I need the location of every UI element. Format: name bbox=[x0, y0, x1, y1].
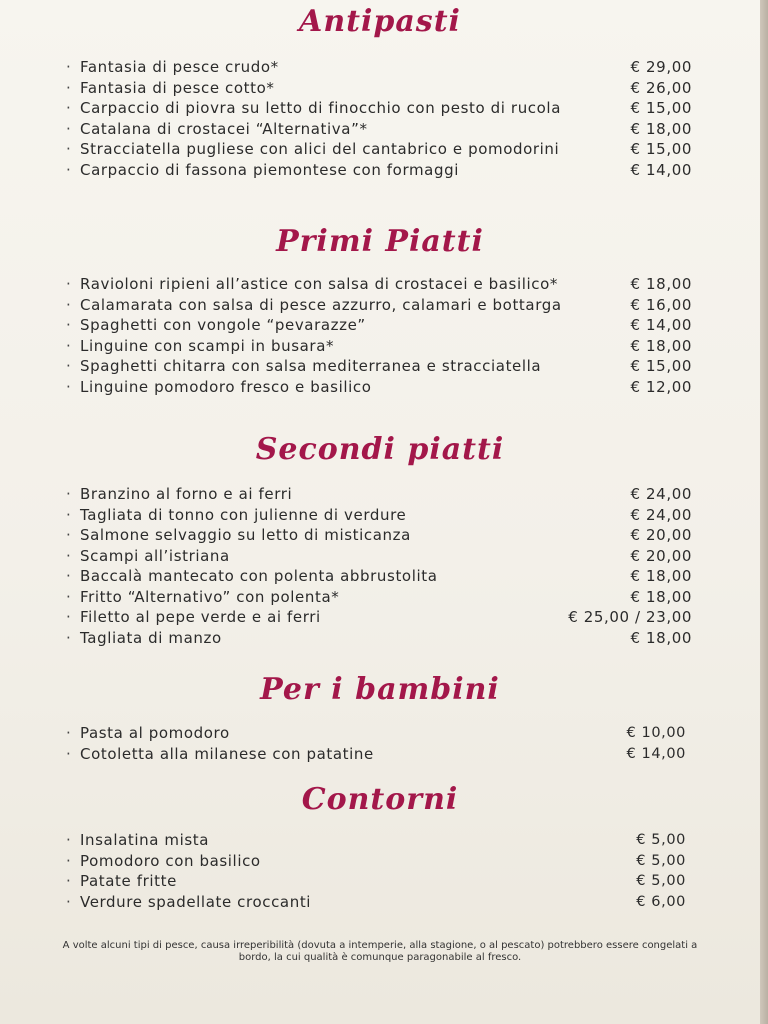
bullet-icon: · bbox=[66, 377, 72, 396]
item-name: Cotoletta alla milanese con patatine bbox=[80, 744, 374, 763]
menu-item bbox=[0, 566, 760, 587]
item-price: € 16,00 bbox=[630, 295, 692, 314]
item-price: € 20,00 bbox=[630, 526, 692, 544]
item-price: € 10,00 bbox=[626, 725, 686, 741]
bullet-icon: · bbox=[66, 628, 72, 647]
bullet-icon: · bbox=[66, 275, 72, 293]
menu-item bbox=[0, 871, 760, 892]
bullet-icon: · bbox=[66, 357, 72, 375]
item-name: Linguine pomodoro fresco e basilico bbox=[80, 377, 372, 396]
item-price: € 5,00 bbox=[636, 832, 686, 848]
bullet-icon: · bbox=[66, 744, 72, 763]
section-contorni bbox=[0, 780, 760, 912]
menu-item bbox=[0, 892, 760, 913]
item-name: Scampi all’istriana bbox=[80, 546, 230, 565]
menu-item bbox=[0, 119, 760, 140]
bullet-icon: · bbox=[66, 892, 72, 911]
item-price: € 14,00 bbox=[626, 745, 686, 762]
menu-item bbox=[0, 315, 760, 336]
menu-item bbox=[0, 607, 760, 628]
item-name: Catalana di crostacei “Alternativa”* bbox=[80, 119, 368, 138]
item-name: Fantasia di pesce crudo* bbox=[80, 58, 279, 76]
menu-item bbox=[0, 295, 760, 316]
item-name: Spaghetti chitarra con salsa mediterranea e stracciatella bbox=[80, 357, 542, 375]
item-name: Tagliata di tonno con julienne di verdure bbox=[80, 505, 407, 524]
item-name: Baccalà mantecato con polenta abbrustolita bbox=[80, 567, 438, 585]
section-title: Secondi piatti bbox=[255, 432, 505, 467]
item-price: € 15,00 bbox=[630, 99, 692, 117]
item-price: € 5,00 bbox=[636, 873, 686, 889]
menu-item bbox=[0, 336, 760, 357]
item-price: € 18,00 bbox=[630, 119, 692, 138]
bullet-icon: · bbox=[66, 58, 72, 76]
bullet-icon: · bbox=[66, 160, 72, 179]
item-price: € 14,00 bbox=[630, 160, 692, 179]
menu-item bbox=[0, 356, 760, 377]
menu-item bbox=[0, 851, 760, 872]
menu-item bbox=[0, 377, 760, 398]
bullet-icon: · bbox=[66, 831, 72, 849]
menu-item bbox=[0, 723, 760, 744]
bullet-icon: · bbox=[66, 119, 72, 138]
bullet-icon: · bbox=[66, 78, 72, 97]
item-price: € 29,00 bbox=[630, 58, 692, 76]
item-name: Carpaccio di fassona piemontese con formaggi bbox=[80, 160, 459, 179]
item-name: Fritto “Alternativo” con polenta* bbox=[80, 587, 340, 606]
bullet-icon: · bbox=[66, 567, 72, 585]
item-name: Salmone selvaggio su letto di misticanza bbox=[80, 526, 411, 544]
item-name: Verdure spadellate croccanti bbox=[80, 892, 312, 911]
item-list bbox=[0, 274, 760, 397]
bullet-icon: · bbox=[66, 316, 72, 334]
section-primi bbox=[0, 222, 760, 397]
item-price: € 24,00 bbox=[630, 485, 692, 503]
menu-item bbox=[0, 744, 760, 765]
bullet-icon: · bbox=[66, 99, 72, 117]
section-title: Per i bambini bbox=[260, 672, 500, 707]
section-title: Primi Piatti bbox=[276, 224, 484, 259]
item-name: Stracciatella pugliese con alici del cantabrico e pomodorini bbox=[80, 140, 560, 158]
item-list bbox=[0, 57, 760, 180]
item-price: € 15,00 bbox=[630, 357, 692, 375]
item-name: Linguine con scampi in busara* bbox=[80, 336, 335, 355]
item-name: Carpaccio di piovra su letto di finocchio con pesto di rucola bbox=[80, 99, 561, 117]
menu-item bbox=[0, 78, 760, 99]
item-name: Insalatina mista bbox=[80, 831, 210, 849]
bullet-icon: · bbox=[66, 724, 72, 742]
item-list bbox=[0, 830, 760, 912]
item-price: € 25,00 / 23,00 bbox=[568, 608, 692, 626]
bullet-icon: · bbox=[66, 140, 72, 158]
menu-item bbox=[0, 484, 760, 505]
item-price: € 6,00 bbox=[636, 893, 686, 910]
item-list bbox=[0, 484, 760, 648]
bullet-icon: · bbox=[66, 608, 72, 626]
section-secondi bbox=[0, 430, 760, 648]
item-price: € 24,00 bbox=[630, 505, 692, 524]
item-name: Pomodoro con basilico bbox=[80, 851, 261, 870]
item-name: Branzino al forno e ai ferri bbox=[80, 485, 293, 503]
section-title: Contorni bbox=[301, 782, 459, 817]
menu-item bbox=[0, 274, 760, 295]
bullet-icon: · bbox=[66, 526, 72, 544]
item-name: Spaghetti con vongole “pevarazze” bbox=[80, 316, 366, 334]
item-price: € 14,00 bbox=[630, 316, 692, 334]
item-name: Ravioloni ripieni all’astice con salsa di crostacei e basilico* bbox=[80, 275, 558, 293]
item-name: Calamarata con salsa di pesce azzurro, calamari e bottarga bbox=[80, 295, 562, 314]
bullet-icon: · bbox=[66, 851, 72, 870]
bullet-icon: · bbox=[66, 505, 72, 524]
item-price: € 18,00 bbox=[630, 336, 692, 355]
item-price: € 15,00 bbox=[630, 140, 692, 158]
bullet-icon: · bbox=[66, 336, 72, 355]
section-antipasti bbox=[0, 2, 760, 180]
menu-item bbox=[0, 587, 760, 608]
item-price: € 20,00 bbox=[630, 546, 692, 565]
item-name: Pasta al pomodoro bbox=[80, 724, 230, 742]
menu-item bbox=[0, 546, 760, 567]
menu-item bbox=[0, 505, 760, 526]
menu-item bbox=[0, 830, 760, 851]
item-name: Patate fritte bbox=[80, 872, 177, 890]
page-edge bbox=[760, 0, 768, 1024]
item-price: € 18,00 bbox=[630, 587, 692, 606]
item-name: Filetto al pepe verde e ai ferri bbox=[80, 608, 321, 626]
menu-item bbox=[0, 160, 760, 181]
item-price: € 18,00 bbox=[630, 275, 692, 293]
item-price: € 5,00 bbox=[636, 852, 686, 869]
menu-item bbox=[0, 525, 760, 546]
menu-item bbox=[0, 139, 760, 160]
menu-item bbox=[0, 628, 760, 649]
item-list bbox=[0, 723, 760, 764]
footer-note: A volte alcuni tipi di pesce, causa irreperibilità (dovuta a intemperie, alla stagione, o al pescato) potrebbero essere congelati a bordo, la cui qualità è comunque paragonabile al fresco. bbox=[62, 940, 698, 963]
item-price: € 18,00 bbox=[630, 567, 692, 585]
bullet-icon: · bbox=[66, 872, 72, 890]
item-price: € 18,00 bbox=[630, 628, 692, 647]
section-bambini bbox=[0, 670, 760, 764]
item-price: € 26,00 bbox=[630, 78, 692, 97]
bullet-icon: · bbox=[66, 546, 72, 565]
item-name: Fantasia di pesce cotto* bbox=[80, 78, 275, 97]
item-price: € 12,00 bbox=[630, 377, 692, 396]
item-name: Tagliata di manzo bbox=[80, 628, 222, 647]
menu-item bbox=[0, 98, 760, 119]
bullet-icon: · bbox=[66, 485, 72, 503]
bullet-icon: · bbox=[66, 295, 72, 314]
section-title: Antipasti bbox=[299, 4, 461, 39]
bullet-icon: · bbox=[66, 587, 72, 606]
menu-item bbox=[0, 57, 760, 78]
